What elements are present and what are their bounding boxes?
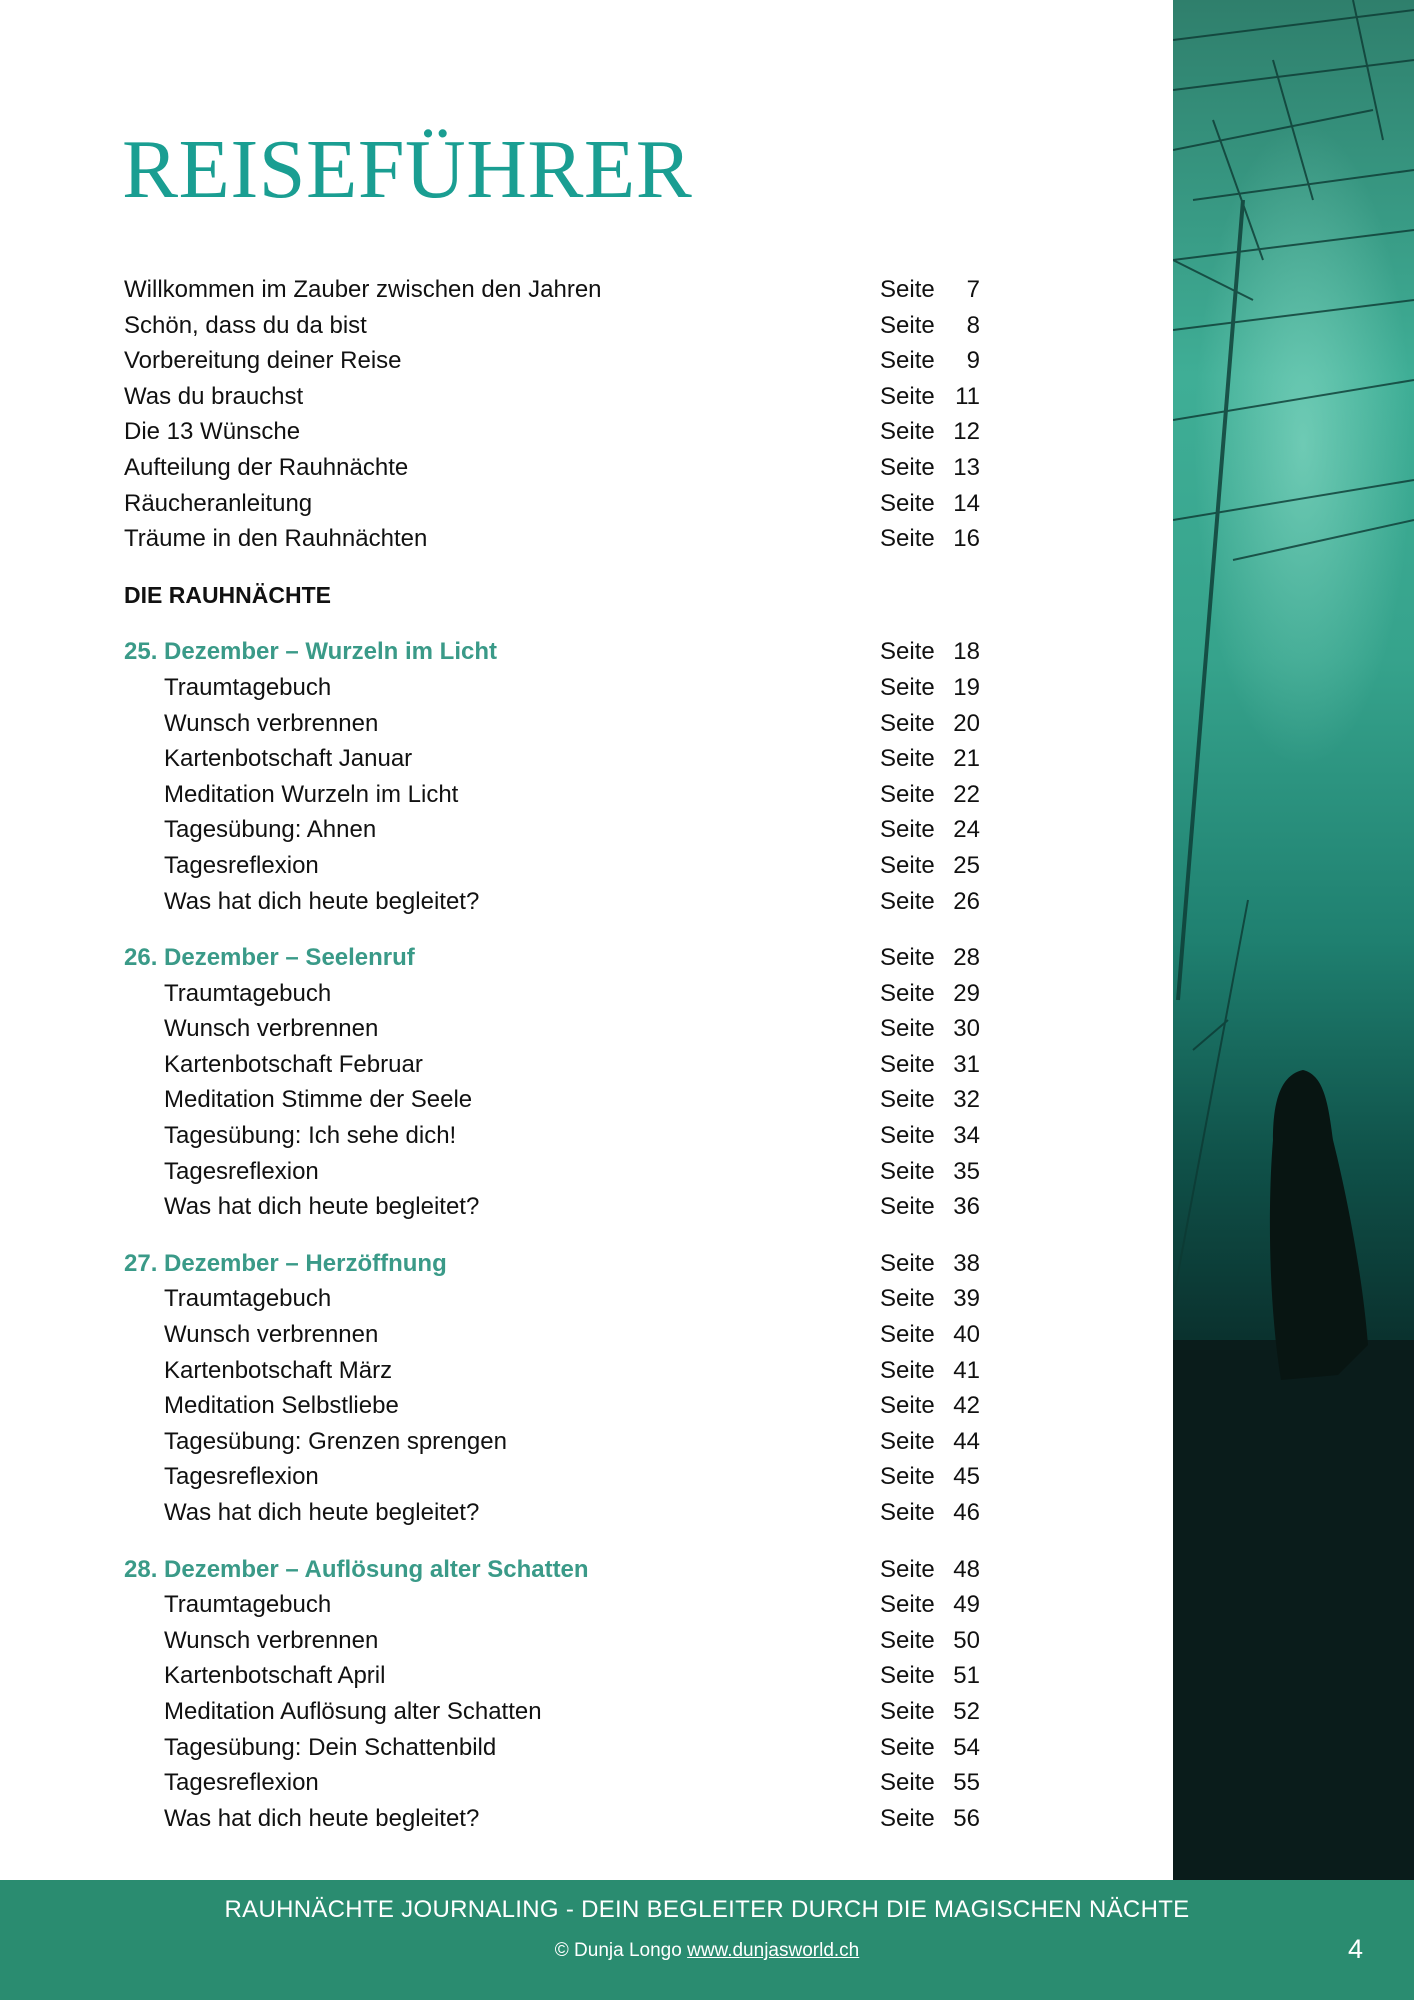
page-number-ref: 16 [953, 525, 980, 553]
toc-row[interactable] [124, 1011, 984, 1047]
page-prefix: Seite [880, 1591, 935, 1619]
toc-row[interactable] [124, 308, 984, 344]
intro-list [124, 272, 984, 557]
entry-label: Kartenbotschaft April [164, 1662, 386, 1690]
section-heading-row[interactable] [124, 634, 984, 670]
page-number-ref: 46 [953, 1499, 980, 1526]
entry-label: Wunsch verbrennen [164, 709, 379, 737]
toc-row[interactable] [124, 812, 984, 848]
toc-row[interactable] [124, 1801, 984, 1837]
entry-label: Was hat dich heute begleitet? [164, 1804, 480, 1832]
night-group [124, 940, 984, 1225]
entry-label: Was hat dich heute begleitet? [164, 1193, 480, 1221]
footer-copyright [0, 1940, 1414, 1962]
part-heading: DIE RAUHNÄCHTE [124, 581, 331, 608]
page-prefix: Seite [880, 887, 935, 915]
entry-label: Kartenbotschaft Februar [164, 1050, 423, 1078]
toc-row[interactable] [124, 706, 984, 742]
page-number-ref: 55 [953, 1769, 980, 1797]
toc-row[interactable] [124, 1587, 984, 1623]
page-prefix: Seite [880, 709, 935, 737]
page-prefix: Seite [880, 1427, 935, 1455]
toc-row[interactable] [124, 272, 984, 308]
entry-label: 25. Dezember – Wurzeln im Licht [124, 638, 497, 666]
entry-label: Tagesreflexion [164, 1463, 319, 1491]
entry-label: Wunsch verbrennen [164, 1321, 379, 1349]
page-prefix: Seite [880, 1463, 935, 1491]
page-number-ref: 50 [953, 1626, 980, 1654]
entry-label: Aufteilung der Rauhnächte [124, 453, 409, 481]
page-number-ref: 22 [953, 780, 980, 808]
toc-row[interactable] [124, 1317, 984, 1353]
page-number-ref: 45 [953, 1463, 980, 1491]
entry-label: Meditation Wurzeln im Licht [164, 780, 459, 808]
toc-row[interactable] [124, 414, 984, 450]
page-prefix: Seite [880, 276, 935, 303]
toc-row[interactable] [124, 1082, 984, 1118]
entry-label: Vorbereitung deiner Reise [124, 347, 402, 375]
toc-row[interactable] [124, 1047, 984, 1083]
page-number-ref: 29 [953, 979, 980, 1007]
entry-label: Traumtagebuch [164, 979, 332, 1007]
page-prefix: Seite [880, 1733, 935, 1761]
toc-row[interactable] [124, 1388, 984, 1424]
page-prefix: Seite [880, 1392, 935, 1420]
toc-row[interactable] [124, 1154, 984, 1190]
page-number: 4 [1348, 1934, 1364, 1964]
entry-label: Meditation Stimme der Seele [164, 1086, 473, 1114]
entry-label: Kartenbotschaft Januar [164, 745, 413, 773]
entry-label: Willkommen im Zauber zwischen den Jahren [124, 276, 602, 303]
page-number-ref: 26 [953, 887, 980, 915]
entry-label: Tagesreflexion [164, 1157, 319, 1185]
entry-label: Räucheranleitung [124, 489, 313, 517]
entry-label: Schön, dass du da bist [124, 311, 367, 339]
entry-label: Meditation Auflösung alter Schatten [164, 1697, 542, 1725]
entry-label: 27. Dezember – Herzöffnung [124, 1249, 447, 1277]
entry-label: Tagesübung: Dein Schattenbild [164, 1733, 497, 1761]
page-footer [0, 1880, 1414, 2000]
entry-label: Kartenbotschaft März [164, 1356, 393, 1384]
page-prefix: Seite [880, 1555, 935, 1583]
toc-row[interactable] [124, 884, 984, 920]
page-prefix: Seite [880, 1804, 935, 1832]
website-link[interactable]: www.dunjasworld.ch [687, 1940, 860, 1961]
night-group [124, 1246, 984, 1531]
page-prefix: Seite [880, 780, 935, 808]
page-number-ref: 48 [953, 1555, 980, 1583]
night-group [124, 634, 984, 919]
forest-photo [1173, 0, 1414, 1880]
page-number-ref: 41 [953, 1356, 980, 1384]
page-number-ref: 38 [953, 1249, 980, 1277]
page-number-ref: 20 [953, 709, 980, 737]
page-prefix: Seite [880, 489, 935, 517]
toc-row[interactable] [124, 1118, 984, 1154]
page-number-ref: 49 [953, 1591, 980, 1619]
toc-row[interactable] [124, 1353, 984, 1389]
page-number-ref: 21 [953, 745, 980, 773]
toc-row[interactable] [124, 976, 984, 1012]
page-prefix: Seite [880, 816, 935, 844]
toc-row[interactable] [124, 521, 984, 557]
entry-label: Tagesreflexion [164, 1769, 319, 1797]
entry-label: Wunsch verbrennen [164, 1015, 379, 1043]
entry-label: Traumtagebuch [164, 1285, 332, 1313]
page-prefix: Seite [880, 1249, 935, 1277]
page-prefix: Seite [880, 1499, 935, 1526]
toc-row[interactable] [124, 1459, 984, 1495]
entry-label: Traumtagebuch [164, 1591, 332, 1619]
entry-label: Die 13 Wünsche [124, 418, 301, 446]
page-number-ref: 36 [953, 1193, 980, 1221]
entry-label: Träume in den Rauhnächten [124, 525, 428, 553]
page-prefix: Seite [880, 673, 935, 701]
entry-label: Traumtagebuch [164, 673, 332, 701]
page-number-ref: 30 [953, 1015, 980, 1043]
page-prefix: Seite [880, 1122, 935, 1150]
entry-label: Tagesübung: Ich sehe dich! [164, 1122, 457, 1150]
page-prefix: Seite [880, 1015, 935, 1043]
entry-label: Tagesübung: Grenzen sprengen [164, 1427, 507, 1455]
page-prefix: Seite [880, 1050, 935, 1078]
page-number-ref: 14 [953, 489, 980, 517]
table-of-contents [124, 272, 984, 1836]
page-number-ref: 18 [953, 638, 980, 666]
page-prefix: Seite [880, 1697, 935, 1725]
page-number-ref: 39 [953, 1285, 980, 1313]
page-prefix: Seite [880, 1086, 935, 1114]
page-number-ref: 31 [953, 1050, 980, 1078]
section-heading-row[interactable] [124, 1246, 984, 1282]
page-number-ref: 8 [966, 311, 980, 339]
page-prefix: Seite [880, 1356, 935, 1384]
page-number-ref: 9 [966, 347, 980, 375]
footer-title: RAUHNÄCHTE JOURNALING - DEIN BEGLEITER DURCH DIE MAGISCHEN NÄCHTE [224, 1896, 1190, 1923]
page-number-ref: 12 [953, 418, 980, 446]
toc-row[interactable] [124, 1765, 984, 1801]
page-number-ref: 34 [953, 1122, 980, 1150]
toc-row[interactable] [124, 1658, 984, 1694]
entry-label: Was du brauchst [124, 382, 304, 410]
page-prefix: Seite [880, 347, 935, 375]
page-prefix: Seite [880, 525, 935, 553]
page-number-ref: 35 [953, 1157, 980, 1185]
page-prefix: Seite [880, 1321, 935, 1349]
page-number-ref: 32 [953, 1086, 980, 1114]
page-number-ref: 24 [953, 816, 980, 844]
entry-label: Tagesreflexion [164, 851, 319, 879]
page-number-ref: 7 [966, 276, 980, 303]
entry-label: Meditation Selbstliebe [164, 1392, 399, 1420]
toc-row[interactable] [124, 848, 984, 884]
toc-row[interactable] [124, 1189, 984, 1225]
toc-row[interactable] [124, 1424, 984, 1460]
page-prefix: Seite [880, 1769, 935, 1797]
page-prefix: Seite [880, 944, 935, 972]
toc-row[interactable] [124, 1694, 984, 1730]
copyright-text: © Dunja Longo [554, 1940, 682, 1961]
entry-label: Tagesübung: Ahnen [164, 816, 377, 844]
section-heading-row[interactable] [124, 1552, 984, 1588]
page-number-ref: 28 [953, 944, 980, 972]
toc-row[interactable] [124, 1623, 984, 1659]
toc-row[interactable] [124, 1281, 984, 1317]
page-number-ref: 25 [953, 851, 980, 879]
page-prefix: Seite [880, 418, 935, 446]
night-groups [124, 634, 984, 1836]
page-prefix: Seite [880, 1285, 935, 1313]
toc-row[interactable] [124, 1495, 984, 1531]
page-prefix: Seite [880, 1626, 935, 1654]
entry-label: Was hat dich heute begleitet? [164, 887, 480, 915]
entry-label: Wunsch verbrennen [164, 1626, 379, 1654]
toc-row[interactable] [124, 379, 984, 415]
page-prefix: Seite [880, 1662, 935, 1690]
toc-row[interactable] [124, 450, 984, 486]
page-prefix: Seite [880, 638, 935, 666]
page-number-ref: 56 [953, 1804, 980, 1832]
page-number-ref: 11 [955, 382, 980, 410]
page-prefix: Seite [880, 382, 935, 410]
forest-silhouette-image [1173, 0, 1414, 1880]
page-number-ref: 44 [953, 1427, 980, 1455]
toc-row[interactable] [124, 1730, 984, 1766]
page-prefix: Seite [880, 1193, 935, 1221]
toc-row[interactable] [124, 486, 984, 522]
page-number-ref: 19 [953, 673, 980, 701]
page-prefix: Seite [880, 745, 935, 773]
page-prefix: Seite [880, 851, 935, 879]
page-number-ref: 52 [953, 1697, 980, 1725]
page-prefix: Seite [880, 1157, 935, 1185]
page-number-ref: 42 [953, 1392, 980, 1420]
section-heading-row[interactable] [124, 940, 984, 976]
page-number-ref: 54 [953, 1733, 980, 1761]
entry-label: Was hat dich heute begleitet? [164, 1499, 480, 1526]
toc-row[interactable] [124, 741, 984, 777]
page-number-ref: 40 [953, 1321, 980, 1349]
entry-label: 28. Dezember – Auflösung alter Schatten [124, 1555, 589, 1583]
page-title: REISEFÜHRER [122, 123, 693, 216]
night-group [124, 1552, 984, 1837]
page-number-ref: 13 [953, 453, 980, 481]
toc-row[interactable] [124, 670, 984, 706]
toc-row[interactable] [124, 777, 984, 813]
page-number-ref: 51 [953, 1662, 980, 1690]
entry-label: 26. Dezember – Seelenruf [124, 944, 415, 972]
page-prefix: Seite [880, 311, 935, 339]
toc-row[interactable] [124, 343, 984, 379]
page-prefix: Seite [880, 453, 935, 481]
page-prefix: Seite [880, 979, 935, 1007]
